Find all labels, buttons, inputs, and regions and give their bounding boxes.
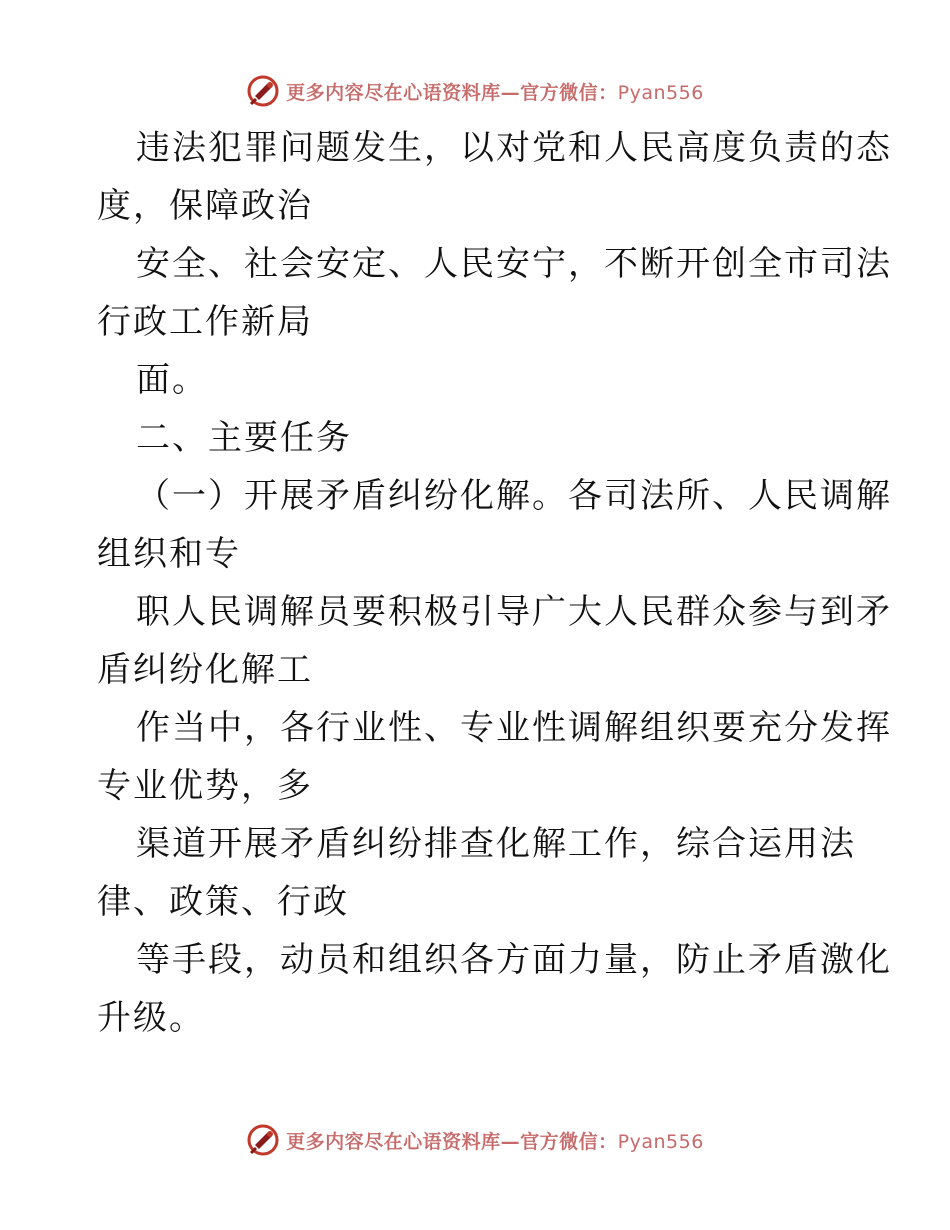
brand-logo-icon [246, 1123, 280, 1157]
text-line: 律、政策、行政 [97, 882, 349, 922]
watermark-text: 更多内容尽在心语资料库—官方微信：Pyan556 [286, 1130, 704, 1153]
section-heading: 二、主要任务 [136, 418, 352, 458]
text-line: 职人民调解员要积极引导广大人民群众参与到矛 [136, 592, 892, 632]
text-line: 组织和专 [97, 534, 241, 574]
text-line: 盾纠纷化解工 [97, 650, 313, 690]
text-line: 面。 [136, 360, 208, 400]
text-line: 等手段，动员和组织各方面力量，防止矛盾激化 [136, 940, 892, 980]
text-line: 行政工作新局 [97, 302, 313, 342]
text-line: 渠道开展矛盾纠纷排查化解工作，综合运用法 [136, 824, 856, 864]
text-line: 升级。 [97, 998, 205, 1038]
footer-watermark [0, 1120, 950, 1160]
subsection-heading: （一）开展矛盾纠纷化解。各司法所、人民调解 [136, 476, 892, 516]
watermark-text: 更多内容尽在心语资料库—官方微信：Pyan556 [286, 81, 704, 104]
text-line: 专业优势，多 [97, 766, 313, 806]
text-line: 违法犯罪问题发生，以对党和人民高度负责的态 [136, 128, 892, 168]
document-body [97, 119, 892, 1047]
text-line: 安全、社会安定、人民安宁，不断开创全市司法 [136, 244, 892, 284]
header-watermark [0, 71, 950, 111]
brand-logo-icon [246, 74, 280, 108]
text-line: 度，保障政治 [97, 186, 313, 226]
text-line: 作当中，各行业性、专业性调解组织要充分发挥 [136, 708, 892, 748]
